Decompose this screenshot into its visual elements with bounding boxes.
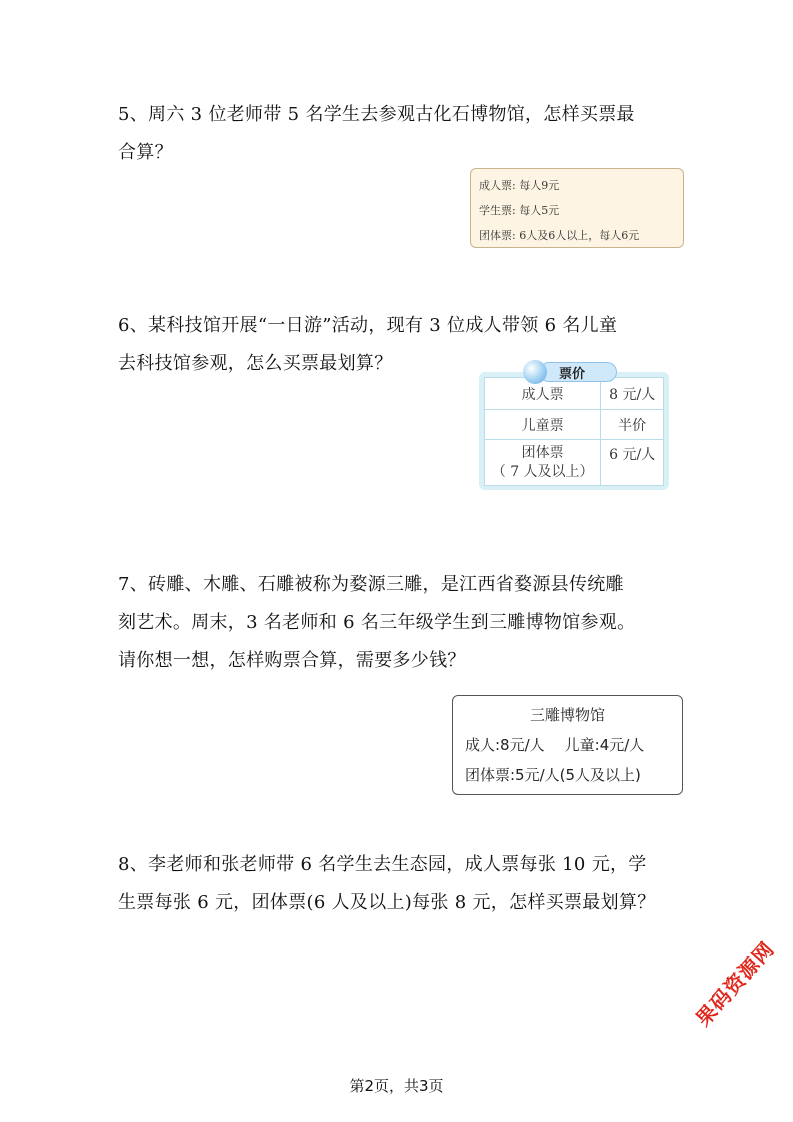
question-7-line-2: 刻艺术。周末，3 名老师和 6 名三年级学生到三雕博物馆参观。: [118, 612, 636, 633]
badge-label: 票价: [559, 367, 586, 382]
question-6-line-2: 去科技馆参观，怎么买票最划算？: [118, 353, 393, 374]
q6-price-badge: [523, 360, 619, 384]
question-5-line-2: 合算？: [118, 142, 173, 163]
q6-adult-price: 8 元/人: [601, 378, 664, 410]
question-5-line-1: 5、周六 3 位老师带 5 名学生去参观古化石博物馆，怎样买票最: [118, 104, 635, 125]
q6-child-label: 儿童票: [485, 410, 601, 440]
question-8-line-2: 生票每张 6 元，团体票(6 人及以上)每张 8 元，怎样买票最划算？: [118, 892, 656, 913]
q7-child-price: 儿童:4元/人: [564, 736, 645, 754]
question-7-line-1: 7、砖雕、木雕、石雕被称为婺源三雕，是江西省婺源县传统雕: [118, 574, 624, 595]
q6-table-frame: [479, 372, 669, 490]
q7-museum-price-box: [452, 695, 683, 795]
q5-ticket-price-box: [470, 168, 684, 248]
page-number: 第2页，共3页: [349, 1077, 444, 1095]
table-row: [485, 440, 664, 486]
q6-group-sub: （ 7 人及以上）: [491, 463, 594, 480]
q6-group-label: 团体票: [521, 444, 564, 461]
question-7: [118, 566, 688, 680]
q6-adult-label: 成人票: [485, 378, 601, 410]
question-8-line-1: 8、李老师和张老师带 6 名学生去生态园，成人票每张 10 元，学: [118, 854, 647, 875]
q6-group-cell: [485, 440, 601, 486]
planet-icon: [523, 360, 547, 384]
watermark: 果码资源网: [690, 936, 780, 1031]
question-5: [118, 96, 688, 172]
q7-museum-title: 三雕博物馆: [529, 706, 605, 724]
q7-row-1: [465, 734, 644, 755]
table-row: [485, 410, 664, 440]
question-6-line-1: 6、某科技馆开展“一日游”活动，现有 3 位成人带领 6 名儿童: [118, 315, 618, 336]
q6-child-price: 半价: [601, 410, 664, 440]
q5-group-price: 团体票: 6人及6人以上，每人6元: [479, 229, 640, 242]
q7-adult-price: 成人:8元/人: [465, 736, 545, 754]
question-8: [118, 846, 688, 922]
q7-group-price: 团体票:5元/人(5人及以上): [465, 766, 641, 784]
q5-adult-price: 成人票: 每人9元: [479, 179, 560, 192]
question-7-line-3: 请你想一想，怎样购票合算，需要多少钱？: [118, 650, 466, 671]
q6-group-price: 6 元/人: [601, 440, 664, 486]
q6-price-table-box: [479, 361, 669, 490]
q6-price-table: [484, 377, 664, 486]
q5-student-price: 学生票: 每人5元: [479, 204, 560, 217]
